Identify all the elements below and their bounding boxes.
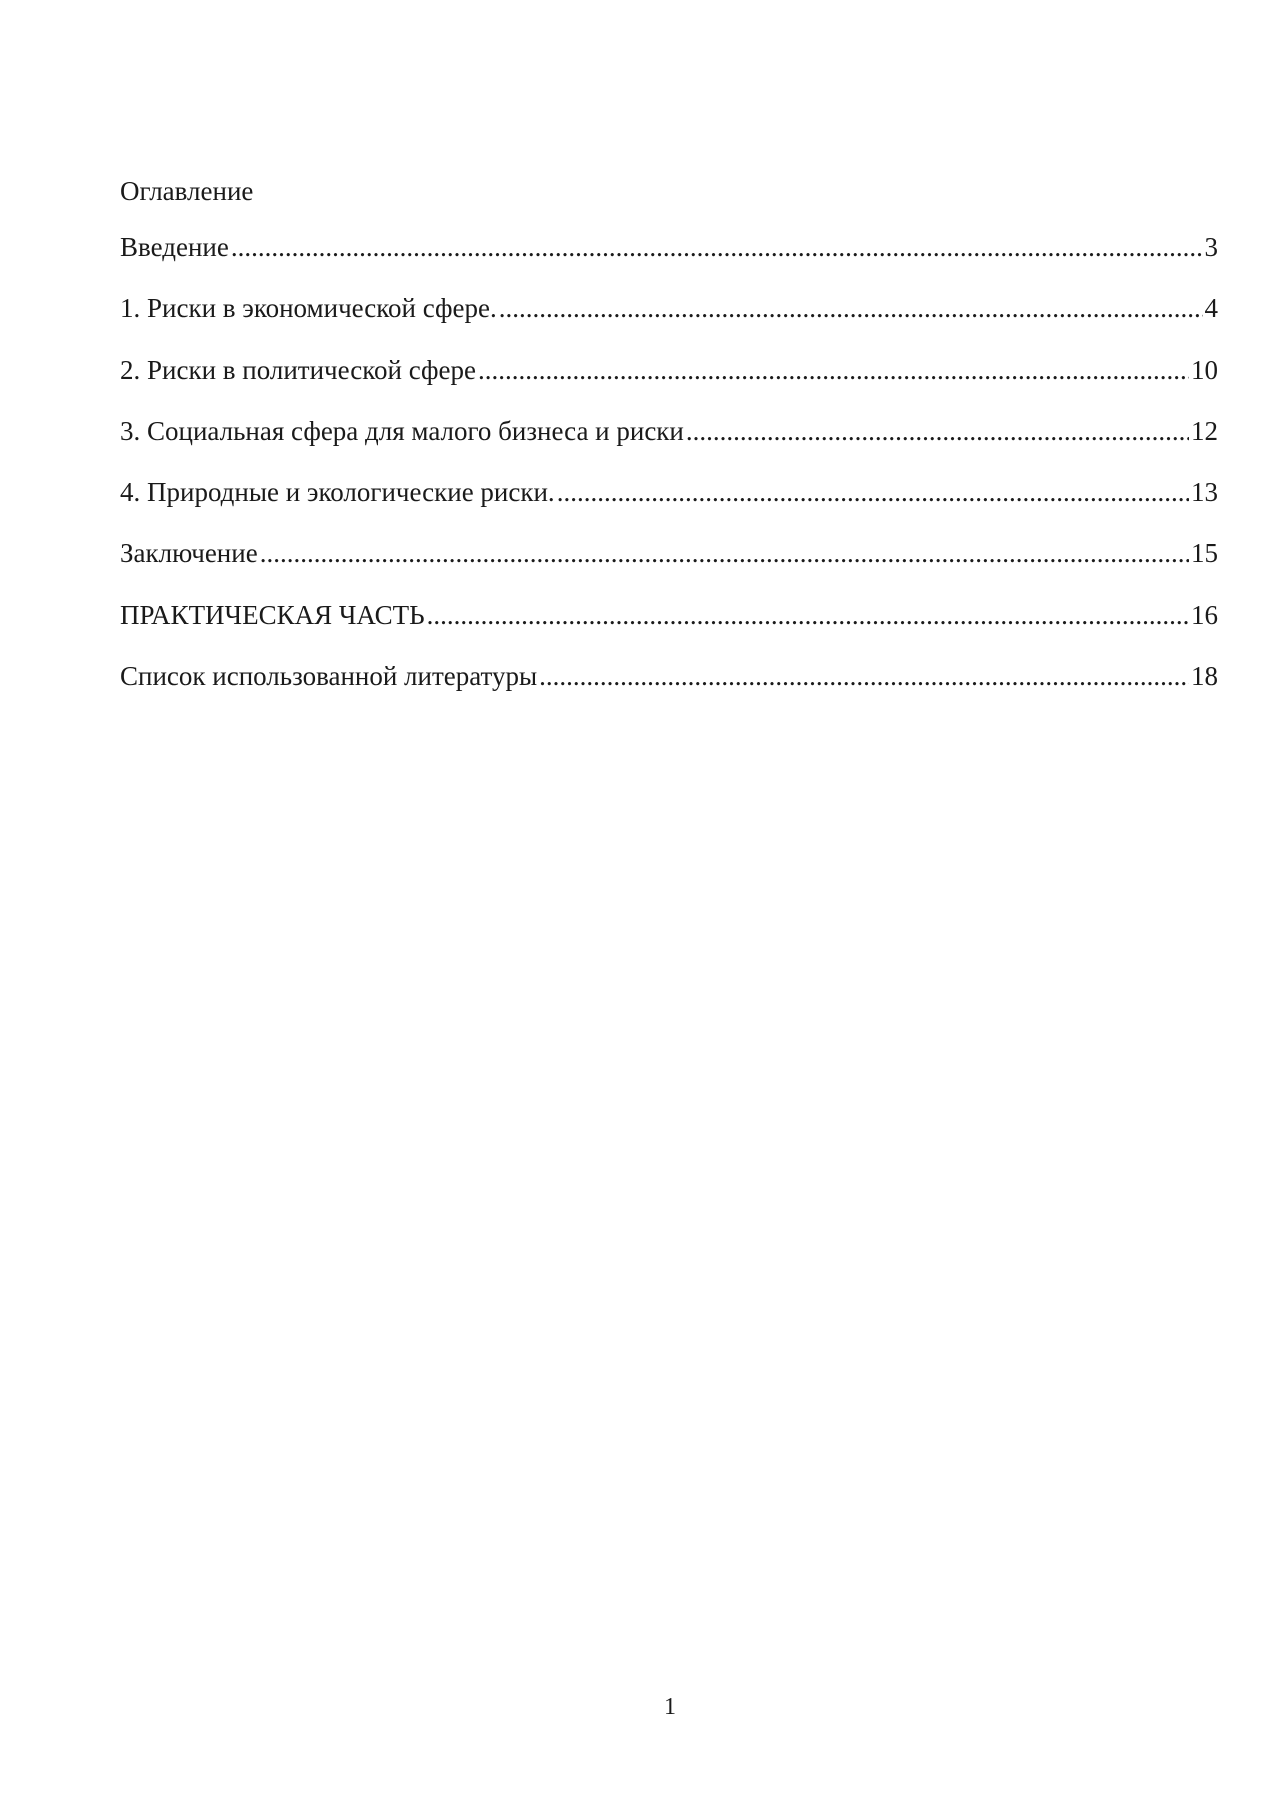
dot-leader [686, 414, 1189, 448]
toc-entry-page: 16 [1191, 599, 1218, 630]
toc-entry-references [120, 659, 1218, 720]
toc-entry-introduction [120, 230, 1218, 291]
toc-entry-title: Заключение [120, 538, 258, 569]
dot-leader [557, 475, 1189, 509]
toc-entry-title: Список использованной литературы [120, 661, 538, 692]
dot-leader [539, 659, 1189, 693]
toc-entry-title: 4. Природные и экологические риски. [120, 477, 555, 508]
dot-leader [260, 536, 1189, 570]
dot-leader [478, 353, 1189, 387]
table-of-contents [120, 230, 1218, 720]
dot-leader [231, 230, 1203, 264]
toc-entry-title: ПРАКТИЧЕСКАЯ ЧАСТЬ [120, 599, 425, 630]
toc-entry-page: 13 [1191, 477, 1218, 508]
toc-entry-conclusion [120, 536, 1218, 597]
dot-leader [427, 598, 1189, 632]
toc-entry-economic-risks [120, 291, 1218, 352]
toc-entry-natural-risks [120, 475, 1218, 536]
toc-entry-page: 4 [1204, 293, 1218, 324]
toc-entry-social-sphere [120, 414, 1218, 475]
toc-entry-page: 3 [1204, 232, 1218, 262]
toc-entry-page: 10 [1191, 354, 1218, 385]
toc-entry-page: 15 [1191, 538, 1218, 569]
dot-leader [499, 291, 1203, 325]
page-number: 1 [664, 1694, 676, 1720]
toc-entry-title: 2. Риски в политической сфере [120, 354, 476, 385]
toc-entry-title: 3. Социальная сфера для малого бизнеса и риски [120, 415, 684, 446]
toc-heading: Оглавление [120, 176, 254, 206]
toc-entry-page: 12 [1191, 415, 1218, 446]
toc-entry-title: 1. Риски в экономической сфере. [120, 293, 497, 324]
toc-entry-political-risks [120, 353, 1218, 414]
toc-entry-page: 18 [1191, 661, 1218, 692]
toc-entry-title: Введение [120, 232, 229, 262]
toc-entry-practical-part [120, 598, 1218, 659]
